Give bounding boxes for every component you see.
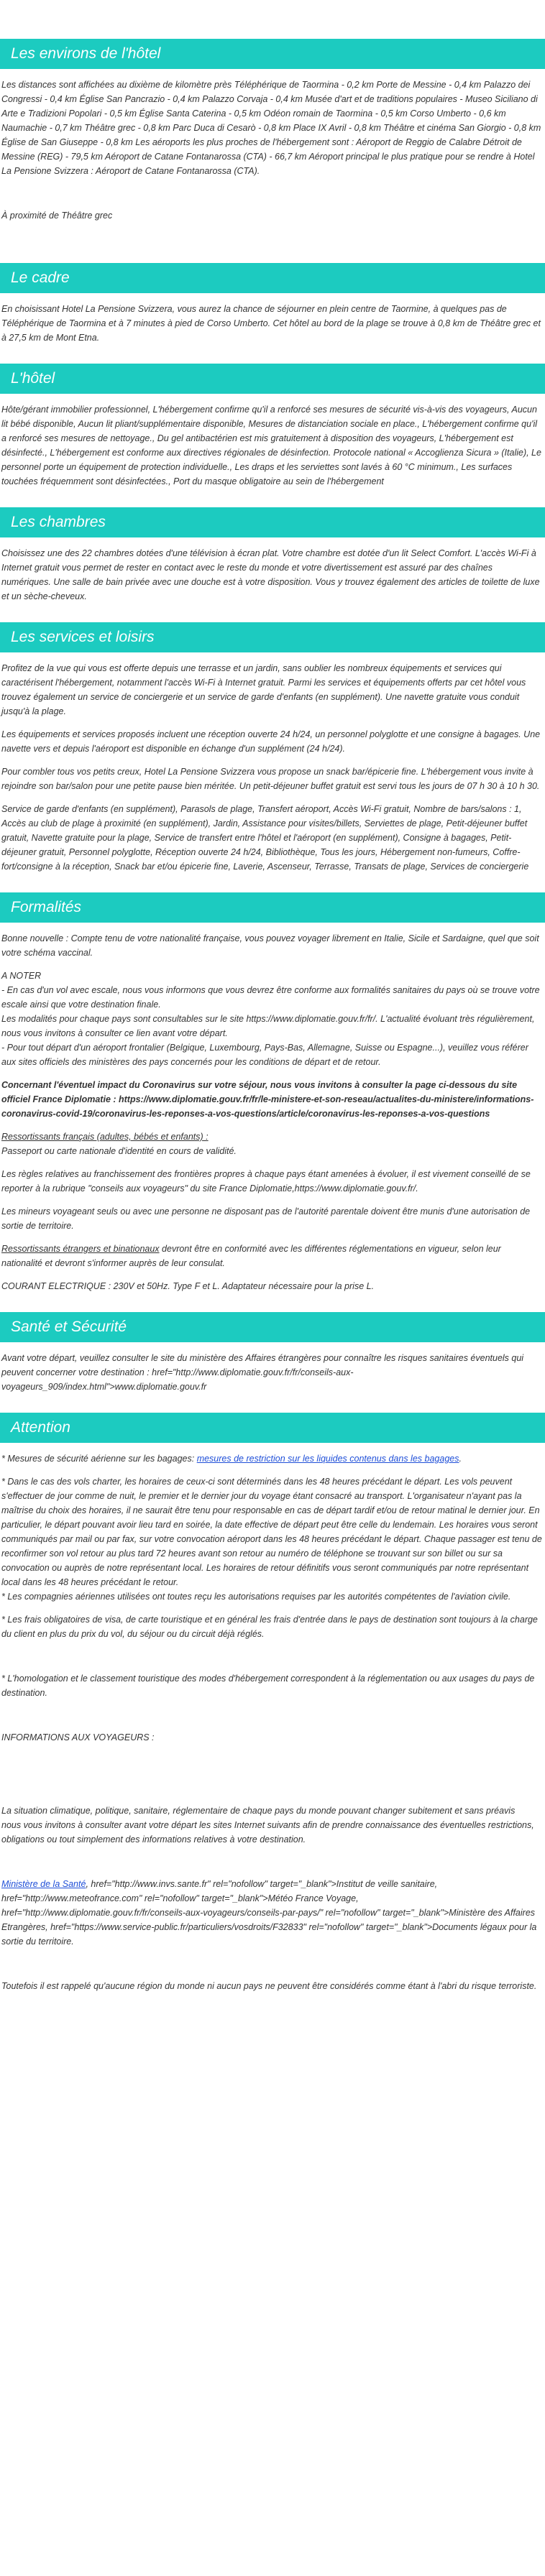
cadre-text: En choisissant Hotel La Pensione Svizzera, vous aurez la chance de séjourner en plein centre de Taormine, à quelques pas de Téléphérique de Taormina et à 7 minutes à pied de Corso Umberto. Cet hôtel au bord de la plage se trouve à 0,8 km de Théâtre grec et à 27,5 km de Mont Etna. [1, 304, 541, 343]
attention-heading: Attention [0, 1413, 545, 1443]
formalites-french-nationals [1, 1130, 544, 1158]
services-reception: Les équipements et services proposés incluent une réception ouverte 24 h/24, un personnel polyglotte et une consigne à bagages. Une navette vers et depuis l'aéroport est disponible en échange d'un supplément (24 h/24). [1, 729, 541, 754]
liquids-restriction-link[interactable]: mesures de restriction sur les liquides contenus dans les bagages [196, 1454, 459, 1464]
attention-links-text: , href="http://www.invs.sante.fr" rel="nofollow" target="_blank">Institut de veille sanitaire, href="http://www.meteofrance.com" rel="nofollow" target="_blank">Météo France Voyage, href="http://www.diplomatie.gouv.fr/fr/conseils-aux-voyageurs/conseils-par-pays/" rel="nofollow" target="_blank">Ministère des Affaires Etrangères, href="https://www.service-public.fr/particuliers/vosdroits/F32833" rel="nofollow" target="_blank">Documents légaux pour la sortie du territoire. [1, 1879, 537, 1947]
sante-text: Avant votre départ, veuillez consulter le site du ministère des Affaires étrangères pour connaître les risques sanitaires éventuels qui peuvent concerner votre destination : href="http://www.diplomatie.gouv.fr/fr/conseils-aux-voyageurs_909/index.html">www.diplomatie.gouv.fr [1, 1353, 524, 1392]
attention-traveler-info-heading: INFORMATIONS AUX VOYAGEURS : [1, 1732, 155, 1742]
chambres-text: Choisissez une des 22 chambres dotées d'une télévision à écran plat. Votre chambre est dotée d'un lit Select Comfort. L'accès Wi-Fi à Internet gratuit vous permet de rester en contact avec le reste du monde et votre divertissement est assuré par des chaînes numériques. Une salle de bain privée avec une douche est à votre disposition. Vous y trouvez également des articles de toilette de luxe et un sèche-cheveux. [1, 548, 540, 601]
hotel-text: Hôte/gérant immobilier professionnel, L'hébergement confirme qu'il a renforcé ses mesures de sécurité vis-à-vis des voyageurs, Aucun lit bébé disponible, Aucun lit pliant/supplémentaire disponible, Mesures de distanciation sociale en place., L'hébergement confirme qu'il a renforcé ses mesures de nettoyage., Du gel antibactérien est mis gratuitement à disposition des voyageurs, L'hébergement est désinfecté., L'hébergement est conforme aux directives régionales de désinfection. Protocole national « Accoglienza Sicura » (Italie), Le personnel porte un équipement de protection individuelle., Les draps et les serviettes sont lavés à 60 °C minimum., Les surfaces touchées fréquemment sont désinfectées., Port du masque obligatoire au sein de l'hébergement [1, 405, 541, 486]
environs-proximity: À proximité de Théâtre grec [1, 211, 113, 221]
services-section [0, 622, 545, 874]
attention-section [0, 1413, 545, 1993]
services-list: Service de garde d'enfants (en supplément), Parasols de plage, Transfert aéroport, Accès Wi-Fi gratuit, Nombre de bars/salons : 1, Accès au club de plage à proximité (en supplément), Jardin, Assistance pour visites/billets, Serviettes de plage, Petit-déjeuner buffet gratuit, Navette gratuite pour la plage, Service de transfert entre l'hôtel et l'aéroport (en supplément), Consigne à bagages, Petit-déjeuner gratuit, Personnel polyglotte, Réception ouverte 24 h/24, Bibliothèque, Tous les jours, Hébergement non-fumeurs, Coffre-fort/consigne à la réception, Snack bar et/ou épicerie fine, Laverie, Ascenseur, Terrasse, Transats de plage, Services de conciergerie [1, 804, 529, 872]
sante-heading: Santé et Sécurité [0, 1312, 545, 1342]
formalites-foreign-nationals [1, 1242, 544, 1270]
formalites-note: A NOTER - En cas d'un vol avec escale, nous vous informons que vous devrez être conforme aux formalités sanitaires du pays où se trouve votre escale ainsi que votre destination finale. Les modalités pour chaque pays sont consultables sur le site https://www.diplomatie.gouv.fr/fr/. L'actualité évoluant très régulièrement, nous vous invitons à consulter ce lien avant votre départ. - Pour tout départ d'un aéroport frontalier (Belgique, Luxembourg, Pays-Bas, Allemagne, Suisse ou Espagne...), veuillez vous référer aux sites officiels des ministères des pays concernés pour les conditions de départ et de retour. [1, 971, 540, 1067]
french-nationals-text: Passeport ou carte nationale d'identité en cours de validité. [1, 1146, 237, 1156]
formalites-good-news: Bonne nouvelle : Compte tenu de votre nationalité française, vous pouvez voyager librement en Italie, Sicile et Sardaigne, quel que soit votre schéma vaccinal. [1, 933, 539, 958]
cadre-section [0, 263, 545, 345]
formalites-minors: Les mineurs voyageant seuls ou avec une personne ne disposant pas de l'autorité parentale doivent être munis d'une autorisation de sortie de territoire. [1, 1206, 531, 1231]
cadre-heading: Le cadre [0, 263, 545, 293]
french-nationals-label: Ressortissants français (adultes, bébés et enfants) : [1, 1132, 209, 1142]
hotel-section [0, 364, 545, 489]
attention-situation: La situation climatique, politique, sanitaire, réglementaire de chaque pays du monde pouvant changer subitement et sans préavis nous vous invitons à consulter avant votre départ les sites Internet suivants afin de prendre connaissance des éventuelles restrictions, obligations ou tout simplement des informations relatives à votre destination. [1, 1806, 534, 1845]
formalites-heading: Formalités [0, 892, 545, 923]
foreign-nationals-label: Ressortissants étrangers et binationaux [1, 1244, 160, 1254]
environs-heading: Les environs de l'hôtel [0, 39, 545, 69]
luggage-prefix: * Mesures de sécurité aérienne sur les bagages: [1, 1454, 197, 1464]
attention-luggage [1, 1451, 544, 1466]
environs-distances: Les distances sont affichées au dixième de kilomètre près Téléphérique de Taormina - 0,2 km Porte de Messine - 0,4 km Palazzo dei Congressi - 0,4 km Église San Pancrazio - 0,4 km Palazzo Corvaja - 0,4 km Musée d'art et de traditions populaires - Museo Siciliano di Arte e Tradizioni Popolari - 0,5 km Église Santa Caterina - 0,5 km Odéon romain de Taormina - 0,5 km Corso Umberto - 0,6 km Naumachie - 0,7 km Théâtre grec - 0,8 km Parc Duca di Cesarò - 0,8 km Place IX Avril - 0,8 km Théâtre et cinéma San Giorgio - 0,8 km Église de San Giuseppe - 0,8 km Les aéroports les plus proches de l'hébergement sont : Aéroport de Reggio de Calabre Détroit de Messine (REG) - 79,5 km Aéroport de Catane Fontanarossa (CTA) - 66,7 km Aéroport principal le plus pratique pour se rendre à Hotel La Pensione Svizzera : Aéroport de Catane Fontanarossa (CTA). [1, 80, 541, 176]
formalites-borders: Les règles relatives au franchissement des frontières propres à chaque pays étant amenées à évoluer, il est vivement conseillé de se reporter à la rubrique "conseils aux voyageurs" du site France Diplomatie,https://www.diplomatie.gouv.fr/. [1, 1169, 531, 1194]
foreign-nationals-text: devront être en conformité avec les différentes réglementations en vigueur, selon leur nationalité et devront s'informer auprès de leur consulat. [1, 1244, 501, 1268]
services-intro: Profitez de la vue qui vous est offerte depuis une terrasse et un jardin, sans oublier les nombreux équipements et services qui caractérisent l'hébergement, notamment l'accès Wi-Fi à Internet gratuit. Parmi les services et équipements offerts par cet hôtel vous trouvez également un service de conciergerie et un service de garde d'enfants (en supplément). Une navette gratuite vous conduit jusqu'à la plage. [1, 663, 526, 716]
chambres-heading: Les chambres [0, 507, 545, 537]
hotel-heading: L'hôtel [0, 364, 545, 394]
attention-charter: * Dans le cas des vols charter, les horaires de ceux-ci sont déterminés dans les 48 heures précédant le départ. Les vols peuvent s'effectuer de jour comme de nuit, le premier et le dernier jour du voyage étant consacré au transport. L'organisateur n'ayant pas la maîtrise du choix des horaires, il ne saurait être tenu pour responsable en cas de départ tardif et/ou de retour matinal le dernier jour. En particulier, le départ pouvant avoir lieu tard en soirée, la date effective de départ peut être celle du lendemain. Les horaires vous seront communiqués par mail ou par fax, sur votre convocation aéroport dans les 48 heures précédant le départ. Chaque passager est tenu de reconfirmer son vol retour au plus tard 72 heures avant son retour au numéro de téléphone se trouvant sur son billet ou sur sa convocation ou auprès de notre représentant local. Les horaires de retour définitifs vous seront communiqués par notre représentant local dans les 48 heures précédant le retour. * Les compagnies aériennes utilisées ont toutes reçu les autorisations requises par les autorités compétentes de l'aviation civile. [1, 1477, 542, 1602]
attention-terrorism: Toutefois il est rappelé qu'aucune région du monde ni aucun pays ne peuvent être considérés comme étant à l'abri du risque terroriste. [1, 1981, 537, 1991]
services-heading: Les services et loisirs [0, 622, 545, 652]
environs-section [0, 39, 545, 223]
formalites-coronavirus: Concernant l'éventuel impact du Coronavirus sur votre séjour, nous vous invitons à consulter la page ci-dessous du site officiel France Diplomatie : https://www.diplomatie.gouv.fr/fr/le-ministere-et-son-reseau/actualites-du-ministere/informations-coronavirus-covid-19/coronavirus-les-reponses-a-vos-questions/article/coronavirus-les-reponses-a-vos-questions [1, 1080, 534, 1119]
attention-links [1, 1877, 544, 1949]
sante-section [0, 1312, 545, 1394]
luggage-suffix: . [459, 1454, 462, 1464]
chambres-section [0, 507, 545, 604]
formalites-section [0, 892, 545, 1293]
formalites-electricity: COURANT ELECTRIQUE : 230V et 50Hz. Type F et L. Adaptateur nécessaire pour la prise L. [1, 1281, 375, 1291]
ministere-sante-link[interactable]: Ministère de la Santé [1, 1879, 86, 1889]
attention-homologation: * L'homologation et le classement touristique des modes d'hébergement correspondent à la réglementation ou aux usages du pays de destination. [1, 1674, 535, 1698]
services-dining: Pour combler tous vos petits creux, Hotel La Pensione Svizzera vous propose un snack bar/épicerie fine. L'hébergement vous invite à rejoindre son bar/salon pour une petite pause bien méritée. Un petit-déjeuner buffet gratuit est servi tous les jours de 07 h 30 à 10 h 30. [1, 767, 540, 791]
attention-visa: * Les frais obligatoires de visa, de carte touristique et en général les frais d'entrée dans le pays de destination sont toujours à la charge du client en plus du prix du vol, du séjour ou du circuit déjà réglés. [1, 1615, 538, 1639]
